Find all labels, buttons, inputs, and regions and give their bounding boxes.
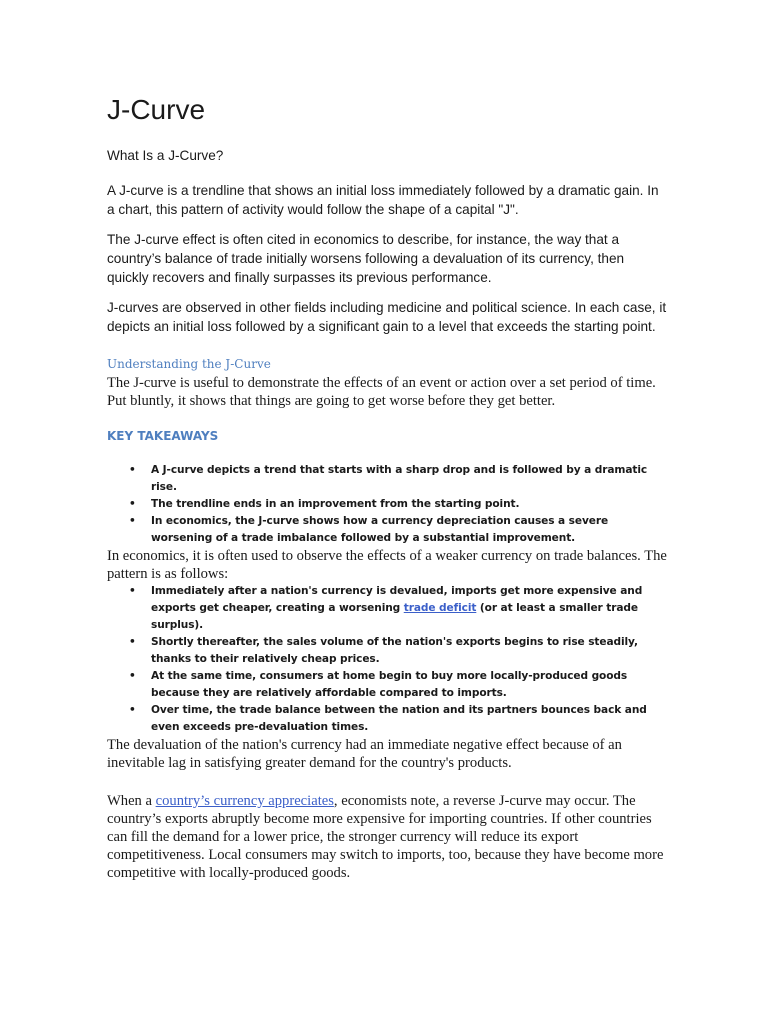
document-content <box>107 92 667 882</box>
list-item <box>129 462 667 496</box>
list-item-text: Shortly thereafter, the sales volume of the nation's exports begins to rise steadily, thanks to their relatively cheap prices. <box>151 636 638 665</box>
subtitle-question: What Is a J-Curve? <box>107 148 224 163</box>
pattern-list <box>107 583 667 736</box>
list-item <box>129 583 667 634</box>
bullet-icon: • <box>129 670 136 682</box>
bullet-icon: • <box>129 498 136 510</box>
paragraph-pattern-intro: In economics, it is often used to observe the effects of a weaker currency on trade balances. The pattern is as follows: <box>107 548 667 582</box>
bullet-icon: • <box>129 515 136 527</box>
list-item-text: At the same time, consumers at home begin to buy more locally-produced goods because they are relatively affordable compared to imports. <box>151 670 628 699</box>
list-item <box>129 513 667 547</box>
paragraph-text: When a <box>107 793 156 809</box>
list-item <box>129 634 667 668</box>
currency-appreciates-link[interactable]: country’s currency appreciates <box>155 793 334 809</box>
paragraph-economics: The J-curve effect is often cited in economics to describe, for instance, the way that a country’s balance of trade initially worsens following a devaluation of its currency, then quickly recovers and finally surpasses its previous performance. <box>107 232 625 285</box>
list-item-text: Over time, the trade balance between the nation and its partners bounces back and even exceeds pre-devaluation times. <box>151 704 647 733</box>
list-item-text: The trendline ends in an improvement from the starting point. <box>151 498 520 510</box>
paragraph-devaluation: The devaluation of the nation's currency had an immediate negative effect because of an inevitable lag in satisfying greater demand for the country's products. <box>107 737 622 771</box>
paragraph-text: , economists note, a reverse J-curve may occur. The country’s exports abruptly become more expensive for importing countries. If other countries can fill the demand for a lower price, the stronger currency will reduce its export competitiveness. Local consumers may switch to imports, too, because they have become more competitive with locally-produced goods. <box>107 793 664 881</box>
section-heading-key-takeaways: KEY TAKEAWAYS <box>107 429 219 443</box>
list-item <box>129 702 667 736</box>
paragraph-understanding: The J-curve is useful to demonstrate the effects of an event or action over a set period of time. Put bluntly, it shows that things are going to get worse before they get better. <box>107 375 656 409</box>
paragraph-definition: A J-curve is a trendline that shows an initial loss immediately followed by a dramatic gain. In a chart, this pattern of activity would follow the shape of a capital "J". <box>107 183 659 217</box>
paragraph-reverse-j-curve <box>107 792 667 882</box>
list-item-text: In economics, the J-curve shows how a currency depreciation causes a severe worsening of a trade imbalance followed by a substantial improvement. <box>151 515 609 544</box>
key-takeaways-list <box>107 462 667 547</box>
page-title: J-Curve <box>107 94 206 125</box>
list-item-text: Immediately after a nation's currency is devalued, imports get more expensive and exports get cheaper, creating a worsening <box>151 585 643 614</box>
list-item-text: (or at least a smaller trade surplus). <box>151 602 638 631</box>
bullet-icon: • <box>129 464 136 476</box>
section-heading-understanding: Understanding the J-Curve <box>107 357 271 371</box>
bullet-icon: • <box>129 585 136 597</box>
list-item <box>129 668 667 702</box>
list-item <box>129 496 667 513</box>
bullet-icon: • <box>129 636 136 648</box>
bullet-icon: • <box>129 704 136 716</box>
list-item-text: A J-curve depicts a trend that starts with a sharp drop and is followed by a dramatic rise. <box>151 464 648 493</box>
trade-deficit-link[interactable]: trade deficit <box>403 602 477 614</box>
paragraph-other-fields: J-curves are observed in other fields including medicine and political science. In each case, it depicts an initial loss followed by a significant gain to a level that exceeds the starting point. <box>107 300 667 334</box>
